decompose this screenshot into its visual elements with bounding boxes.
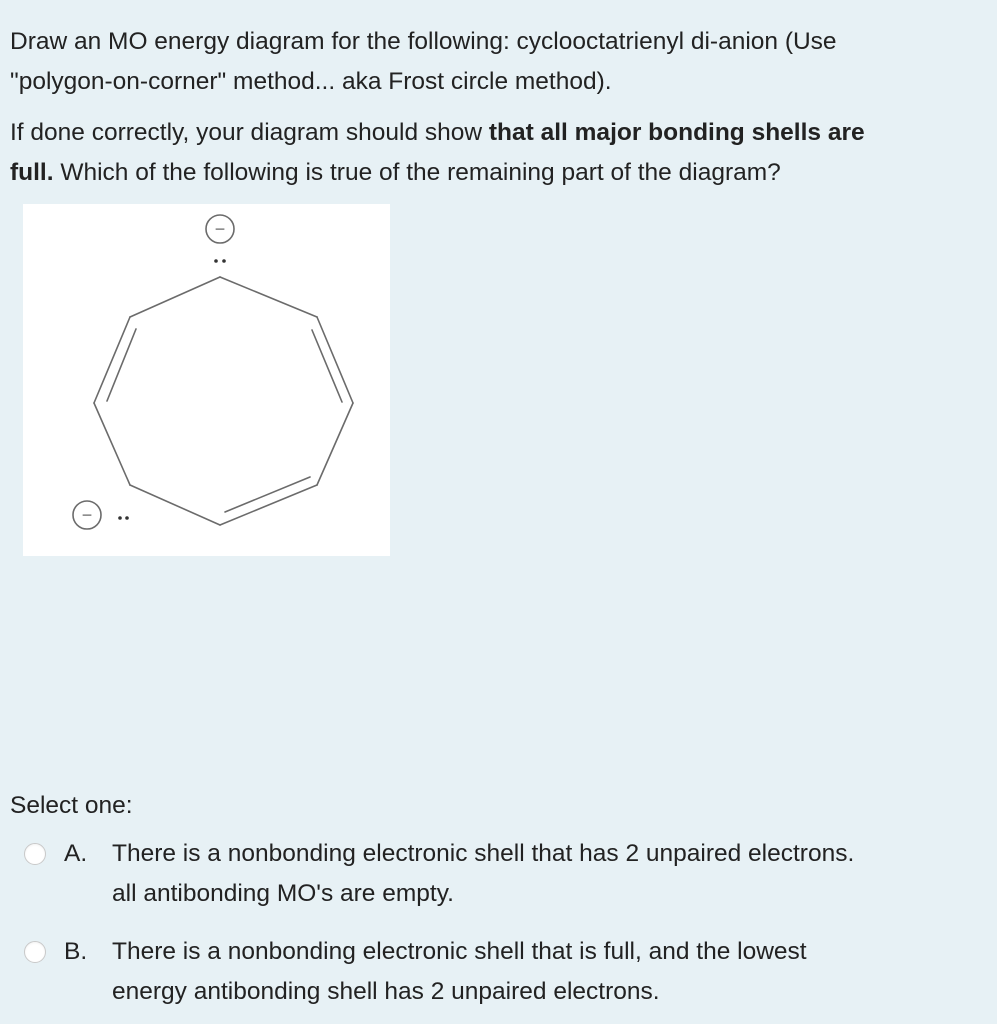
select-one-label: Select one: [10, 792, 133, 819]
question-line-1: Draw an MO energy diagram for the following: cyclooctatrienyl di-anion (Use [10, 28, 837, 55]
molecule-drawing [23, 204, 390, 556]
negative-charge-top [206, 215, 234, 243]
option-text-b[interactable] [112, 932, 982, 1012]
svg-text:−: − [214, 219, 226, 239]
option-letter-b: B. [64, 938, 88, 965]
bond-c4-c5 [220, 485, 317, 525]
bond-c1-c2 [220, 277, 317, 317]
radio-button-b[interactable] [24, 941, 46, 963]
bond-c3-c4 [317, 403, 353, 485]
lone-pair-top [214, 259, 226, 263]
double-bond-inner-left [107, 329, 136, 401]
svg-text:−: − [81, 505, 93, 525]
negative-charge-left [73, 501, 101, 529]
option-b-line-2: energy antibonding shell has 2 unpaired electrons. [112, 978, 660, 1005]
option-b-line-1: There is a nonbonding electronic shell that is full, and the lowest [112, 938, 807, 965]
question-text-start: If done correctly, your diagram should show [10, 119, 489, 146]
option-letter-a: A. [64, 840, 88, 867]
bond-c8-c1 [130, 277, 220, 317]
double-bond-inner-bottom [225, 477, 310, 512]
question-text-end: Which of the following is true of the remaining part of the diagram? [53, 159, 781, 186]
question-bold-text-a: that all major bonding shells are [488, 119, 865, 146]
option-text-a[interactable] [112, 834, 982, 914]
cyclooctatrienyl-dianion-structure [23, 204, 390, 556]
question-line-2: "polygon-on-corner" method... aka Frost circle method). [10, 68, 612, 95]
bond-c2-c3 [317, 317, 353, 403]
question-paragraph-2 [10, 113, 985, 193]
question-paragraph-1 [10, 22, 985, 102]
option-a-line-2: all antibonding MO's are empty. [112, 880, 454, 907]
question-bold-text-b: full. [10, 159, 54, 186]
bond-c6-c7 [94, 403, 130, 485]
bond-c5-c6 [130, 485, 220, 525]
option-a-line-1: There is a nonbonding electronic shell that has 2 unpaired electrons. [112, 840, 855, 867]
lone-pair-left [118, 516, 129, 520]
radio-button-a[interactable] [24, 843, 46, 865]
